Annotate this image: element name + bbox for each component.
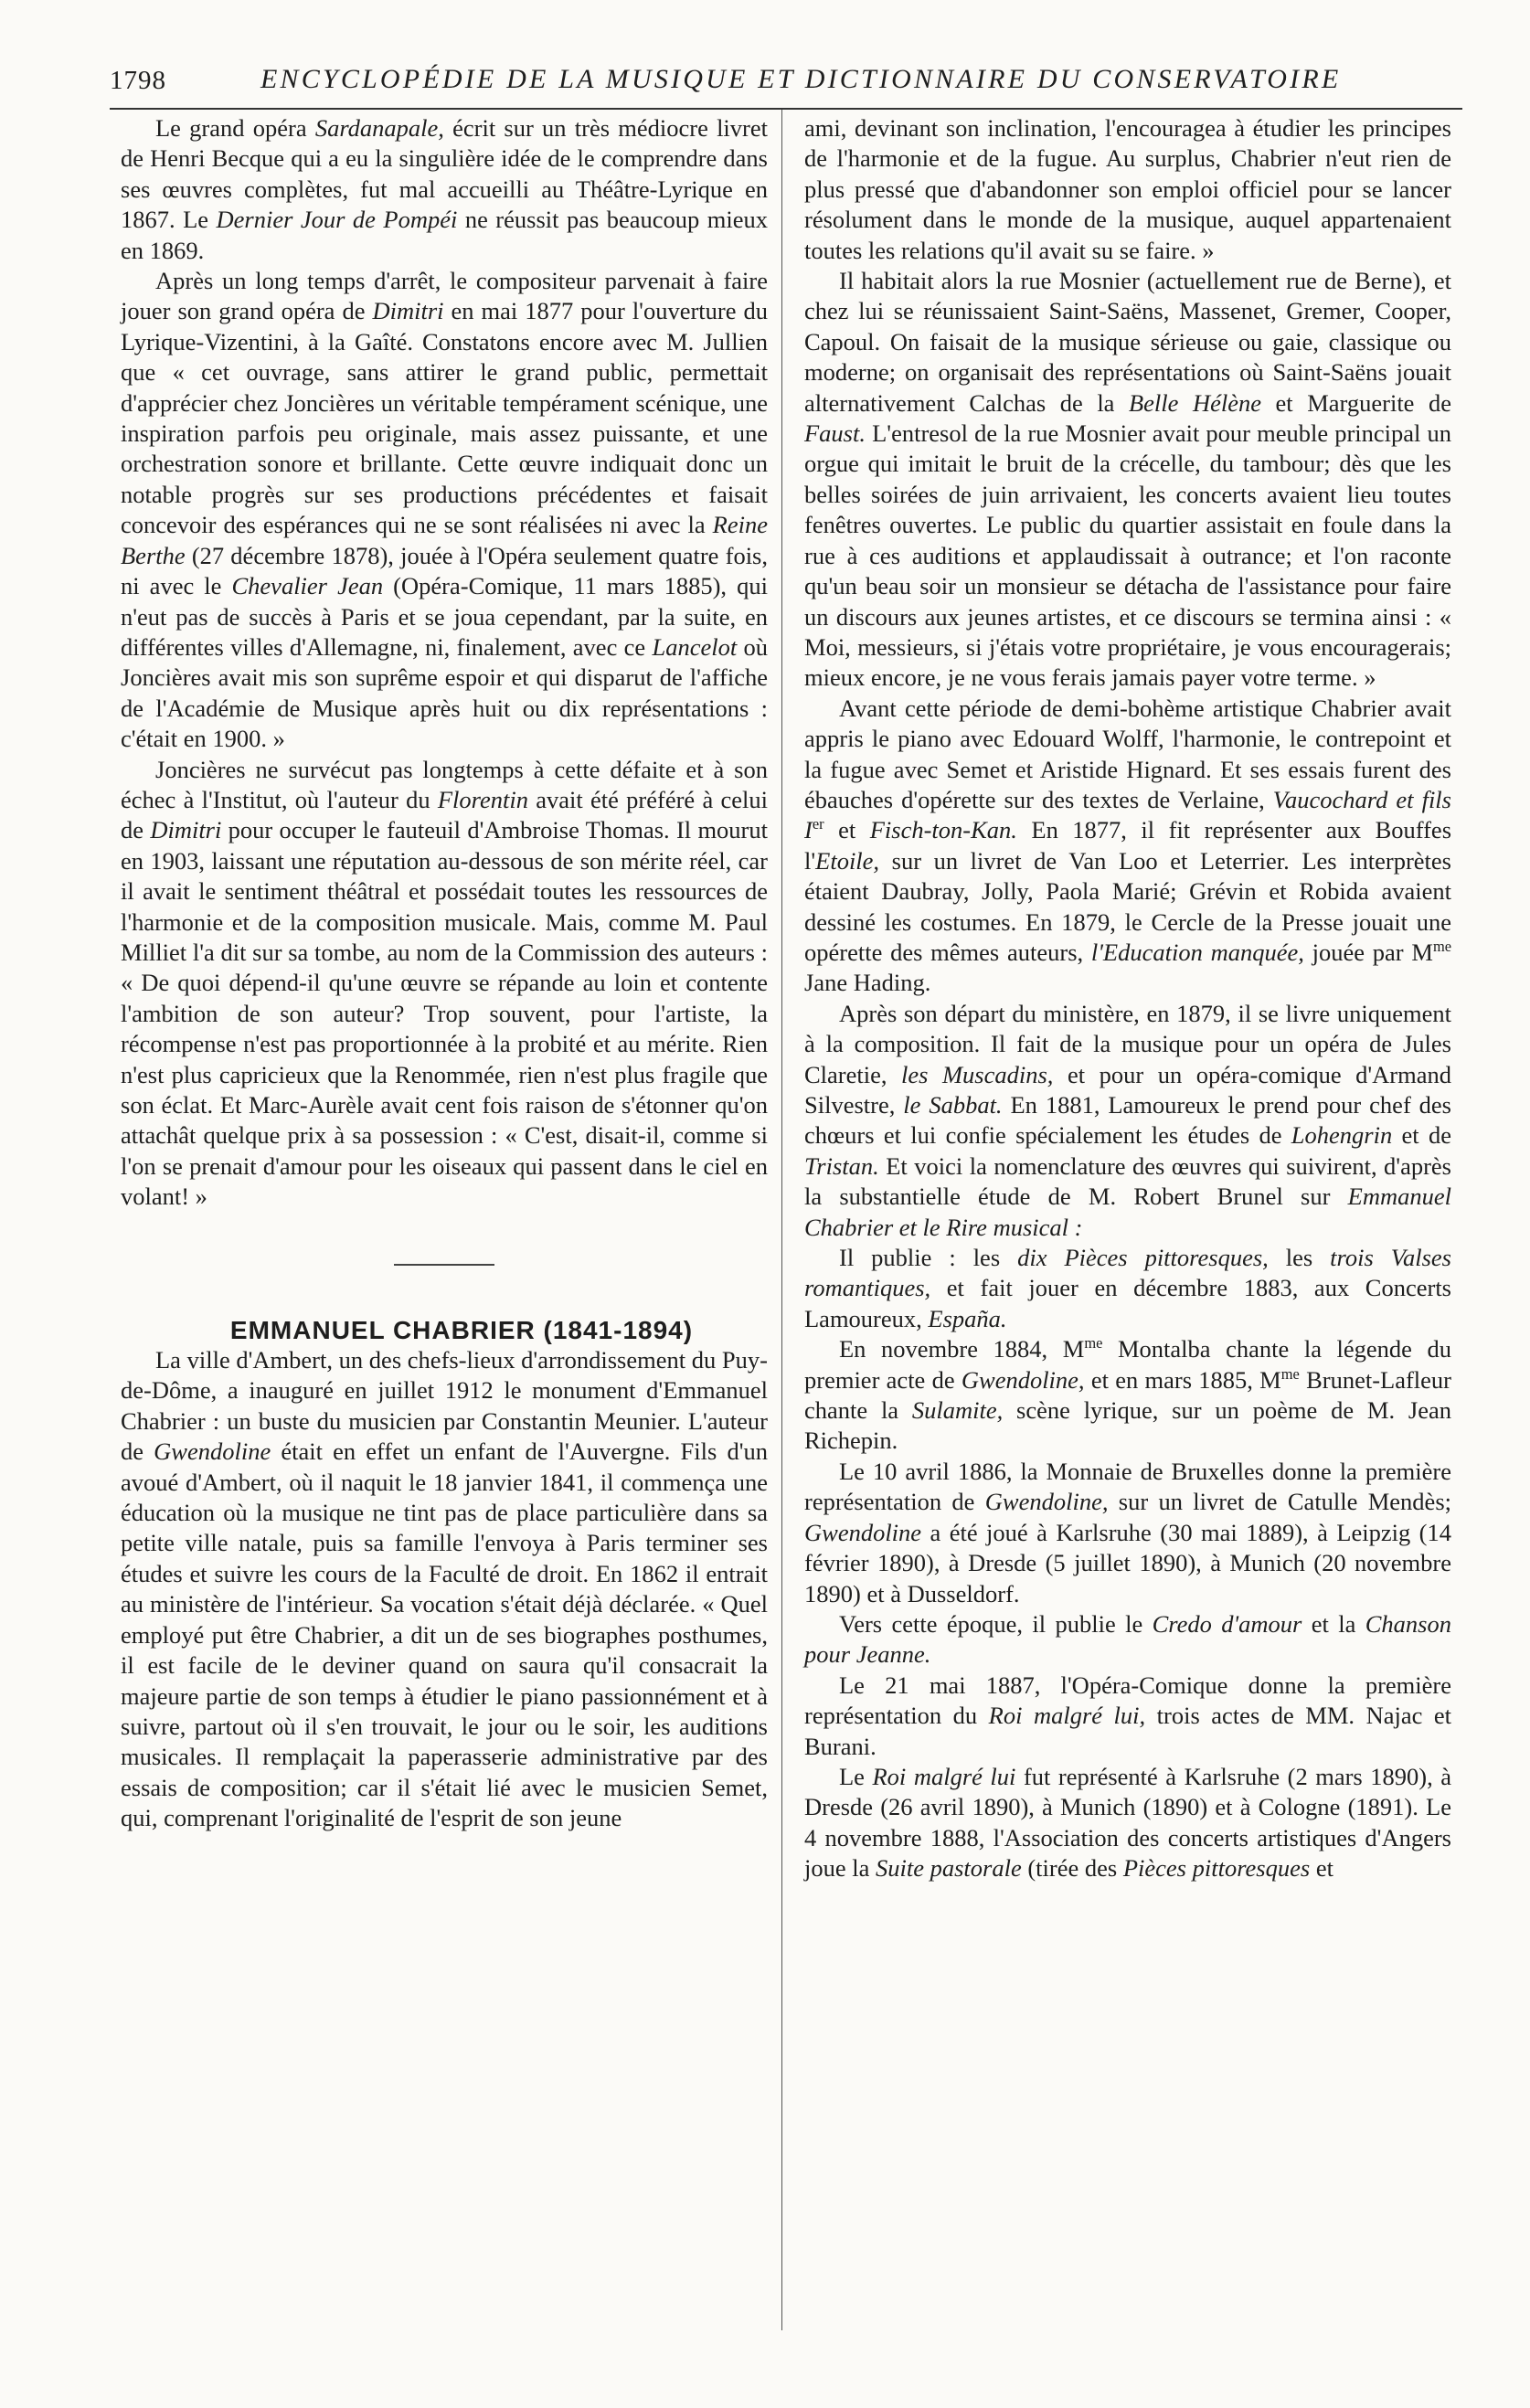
section-separator <box>394 1264 494 1266</box>
left-column <box>121 113 768 1834</box>
paragraph: Vers cette époque, il publie le Credo d'amour et la Chanson pour Jeanne. <box>804 1609 1451 1669</box>
paragraph: Le 21 mai 1887, l'Opéra-Comique donne la première représentation du Roi malgré lui, trois actes de MM. Najac et Burani. <box>804 1671 1451 1760</box>
paragraph: En novembre 1884, $M^{me}$ Montalba chante la légende du premier acte de Gwendoline, et en mars 1885, $M^{me}$ Brunet-Lafleur chante la Sulamite, scène lyrique, sur un poème de M. Jean Richepin. <box>804 1334 1452 1455</box>
paragraph: Après son départ du ministère, en 1879, il se livre uniquement à la composition. Il fait de la musique pour un opéra de Jules Claretie, les Muscadins, et pour un opéra-comique d'Armand Silvestre, le Sabbat. En 1881, Lamoureux le prend pour chef des chœurs et lui confie spécialement les études de Lohengrin et de Tristan. Et voici la nomenclature des œuvres qui suivirent, d'après la substantielle étude de M. Robert Brunel sur Emmanuel Chabrier et le Rire musical : <box>804 999 1452 1241</box>
paragraph: La ville d'Ambert, un des chefs-lieux d'arrondissement du Puy-de-Dôme, a inauguré en juillet 1912 le monument d'Emmanuel Chabrier : un buste du musicien par Constantin Meunier. L'auteur de Gwendoline était en effet un enfant de l'Auvergne. Fils d'un avoué d'Ambert, où il naquit le 18 janvier 1841, il commença une éducation où la musique ne tint pas de place particulière dans sa petite ville natale, puis sa famille l'envoya à Paris terminer ses études et suivre les cours de la Faculté de droit. En 1862 il entrait au ministère de l'intérieur. Sa vocation s'était déjà déclarée. « Quel employé put être Chabrier, a dit un de ses biographes posthumes, il est facile de le deviner quand on saura qu'il consacrait la majeure partie de son temps à étudier le piano passionnément et à suivre, partout où il s'en trouvait, le jour ou le soir, les auditions musicales. Il remplaçait la paperasserie administrative par des essais de composition; car il s'était lié avec le musicien Semet, qui, comprenant l'originalité de l'esprit de son jeune <box>121 1346 768 1832</box>
paragraph: Il habitait alors la rue Mosnier (actuellement rue de Berne), et chez lui se réunissaient Saint-Saëns, Massenet, Gremer, Cooper, Capoul. On faisait de la musique sérieuse ou gaie, classique ou moderne; on organisait des représentations où Saint-Saëns jouait alternativement Calchas de la Belle Hélène et Marguerite de Faust. L'entresol de la rue Mosnier avait pour meuble principal un orgue qui imitait le bruit de la crécelle, du tambour; dès que les belles soirées de juin arrivaient, les concerts avaient lieu toutes fenêtres ouvertes. Le public du quartier assistait en foule dans la rue à ces auditions et applaudissait à outrance; et l'on raconte qu'un beau soir un monsieur se détacha de l'assistance pour faire un discours aux jeunes artistes, et ce discours se termina ainsi : « Moi, messieurs, si j'étais votre propriétaire, je vous encouragerais; mieux encore, je ne vous ferais jamais payer votre terme. » <box>804 267 1451 692</box>
column-divider <box>781 110 782 2330</box>
page-number: 1798 <box>110 66 166 95</box>
paragraph: ami, devinant son inclination, l'encouragea à étudier les principes de l'harmonie et de la fugue. Au surplus, Chabrier n'eut rien de plus pressé que d'abandonner son emploi officiel pour se lancer résolument dans le monde de la musique, auquel appartenaient toutes les relations qu'il avait su se faire. » <box>804 114 1451 264</box>
paragraph: Il publie : les dix Pièces pittoresques, les trois Valses romantiques, et fait jouer en décembre 1883, aux Concerts Lamoureux, España. <box>804 1244 1451 1332</box>
paragraph: Joncières ne survécut pas longtemps à cette défaite et à son échec à l'Institut, où l'auteur du Florentin avait été préféré à celui de Dimitri pour occuper le fauteuil d'Ambroise Thomas. Il mourut en 1903, laissant une réputation au-dessous de son mérite réel, car il avait le sentiment théâtral et possédait toutes les ressources de l'harmonie et de la composition musicale. Mais, comme M. Paul Milliet l'a dit sur sa tombe, au nom de la Commission des auteurs : « De quoi dépend-il qu'une œuvre se répande au loin et contente l'ambition de son auteur? Trop souvent, pour l'artiste, la récompense n'est pas proportionnée à la probité et au mérite. Rien n'est plus capricieux que la Renommée, rien n'est plus fragile que son éclat. Et Marc-Aurèle avait cent fois raison de s'étonner qu'on attachât quelque prix à sa possession : « C'est, disait-il, comme si l'on se prenait d'amour pour les oiseaux qui passent dans le ciel en volant! » <box>121 755 768 1211</box>
paragraph: Après un long temps d'arrêt, le compositeur parvenait à faire jouer son grand opéra de Dimitri en mai 1877 pour l'ouverture du Lyrique-Vizentini, à la Gaîté. Constatons encore avec M. Jullien que « cet ouvrage, sans attirer le grand public, permettait d'apprécier chez Joncières un véritable tempérament scénique, une inspiration parfois peu originale, mais assez puissante, et une orchestration sonore et brillante. Cette œuvre indiquait donc un notable progrès sur ses productions précédentes et faisait concevoir des espérances qui ne se sont réalisées ni avec la Reine Berthe (27 décembre 1878), jouée à l'Opéra seulement quatre fois, ni avec le Chevalier Jean (Opéra-Comique, 11 mars 1885), qui n'eut pas de succès à Paris et se joua cependant, par la suite, en différentes villes d'Allemagne, ni, finalement, avec ce Lancelot où Joncières avait mis son suprême espoir et qui disparut de l'affiche de l'Académie de Musique après huit ou dix représentations : c'était en 1900. » <box>121 267 768 753</box>
paragraph: Le Roi malgré lui fut représenté à Karlsruhe (2 mars 1890), à Dresde (26 avril 1890), à Munich (1890) et à Cologne (1891). Le 4 novembre 1888, l'Association des concerts artistiques d'Angers joue la Suite pastorale (tirée des Pièces pittoresques et <box>804 1762 1452 1883</box>
section-heading: EMMANUEL CHABRIER (1841-1894) <box>229 1315 694 1344</box>
paragraph: Le grand opéra Sardanapale, écrit sur un très médiocre livret de Henri Becque qui a eu la singulière idée de le comprendre dans ses œuvres complètes, fut mal accueilli au Théâtre-Lyrique en 1867. Le Dernier Jour de Pompéi ne réussit pas beaucoup mieux en 1869. <box>121 114 768 264</box>
paragraph: Avant cette période de demi-bohème artistique Chabrier avait appris le piano avec Edouard Wolff, l'harmonie, le contrepoint et la fugue avec Semet et Aristide Hignard. Et ses essais furent des ébauches d'opérette sur des textes de Verlaine, Vaucochard et fils Ier et Fisch-ton-Kan. En 1877, il fit représenter aux Bouffes l'Etoile, sur un livret de Van Loo et Leterrier. Les interprètes étaient Daubray, Jolly, Paola Marié; Grévin et Robida avaient dessiné les costumes. En 1879, le Cercle de la Presse jouait une opérette des mêmes auteurs, l'Education manquée, jouée par $M^{me}$ Jane Hading. <box>804 694 1452 997</box>
running-header <box>110 66 1462 110</box>
running-title: ENCYCLOPÉDIE DE LA MUSIQUE ET DICTIONNAIRE DU CONSERVATOIRE <box>260 64 1342 94</box>
paragraph: Le 10 avril 1886, la Monnaie de Bruxelles donne la première représentation de Gwendoline, sur un livret de Catulle Mendès; Gwendoline a été joué à Karlsruhe (30 mai 1889), à Leipzig (14 février 1890), à Dresde (5 juillet 1890), à Munich (20 novembre 1890) et à Dusseldorf. <box>804 1457 1451 1607</box>
right-column <box>804 113 1451 1884</box>
